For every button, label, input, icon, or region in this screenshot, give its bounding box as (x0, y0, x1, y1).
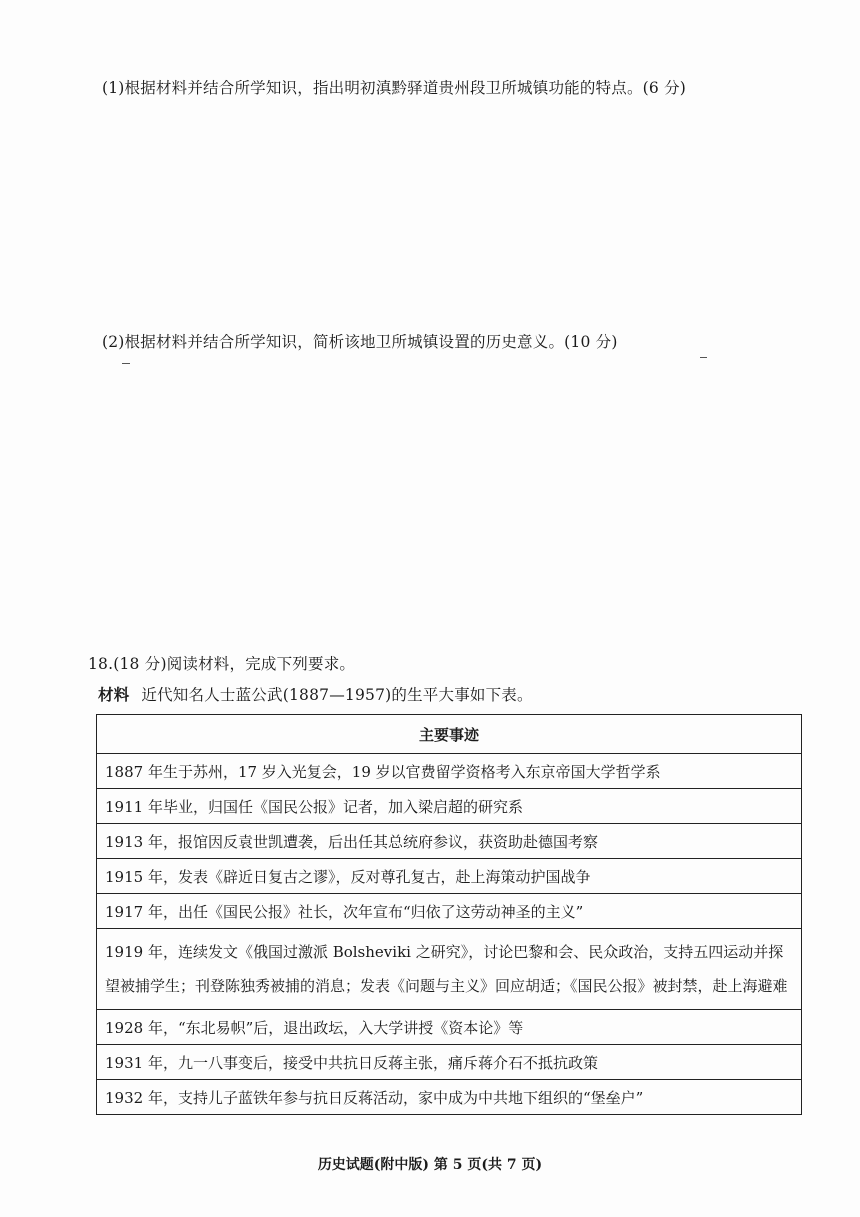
table-cell: 1911 年毕业，归国任《国民公报》记者，加入梁启超的研究系 (97, 789, 802, 824)
table-row (97, 1045, 802, 1080)
table-cell: 1928 年，“东北易帜”后，退出政坛，入大学讲授《资本论》等 (97, 1010, 802, 1045)
table-cell: 1917 年，出任《国民公报》社长，次年宣布“归依了这劳动神圣的主义” (97, 894, 802, 929)
events-table (96, 714, 802, 1115)
table-cell: 1913 年，报馆因反袁世凯遭袭，后出任其总统府参议，获资助赴德国考察 (97, 824, 802, 859)
table-row (97, 894, 802, 929)
table-cell: 1932 年，支持儿子蓝铁年参与抗日反蒋活动，家中成为中共地下组织的“堡垒户” (97, 1080, 802, 1115)
table-cell: 1919 年，连续发文《俄国过激派 Bolsheviki 之研究》，讨论巴黎和会、民众政治，支持五四运动并探望被捕学生；刊登陈独秀被捕的消息；发表《问题与主义》回应胡适；《国民公报》被封禁，赴上海避难 (97, 929, 802, 1010)
table-row (97, 1010, 802, 1045)
question-1: (1)根据材料并结合所学知识，指出明初滇黔驿道贵州段卫所城镇功能的特点。(6 分) (102, 79, 687, 97)
table-row (97, 929, 802, 1010)
table-row (97, 754, 802, 789)
table-header: 主要事迹 (97, 715, 802, 754)
table-cell: 1915 年，发表《辟近日复古之谬》，反对尊孔复古，赴上海策动护国战争 (97, 859, 802, 894)
table-row (97, 1080, 802, 1115)
question-18: 18.(18 分)阅读材料，完成下列要求。 (88, 655, 356, 673)
question-2: (2)根据材料并结合所学知识，简析该地卫所城镇设置的历史意义。(10 分) (102, 333, 618, 351)
table-row (97, 789, 802, 824)
table-row (97, 859, 802, 894)
table-cell: 1887 年生于苏州，17 岁入光复会，19 岁以官费留学资格考入东京帝国大学哲学系 (97, 754, 802, 789)
table-header-row (97, 715, 802, 754)
scan-mark (122, 363, 130, 364)
material-text: 近代知名人士蓝公武(1887—1957)的生平大事如下表。 (141, 686, 533, 704)
material-intro (98, 683, 533, 705)
scan-mark (700, 357, 707, 358)
table-row (97, 824, 802, 859)
page-footer: 历史试题(附中版) 第 5 页(共 7 页) (317, 1157, 543, 1173)
material-label: 材料 (98, 685, 130, 704)
table-cell: 1931 年，九一八事变后，接受中共抗日反蒋主张，痛斥蒋介石不抵抗政策 (97, 1045, 802, 1080)
